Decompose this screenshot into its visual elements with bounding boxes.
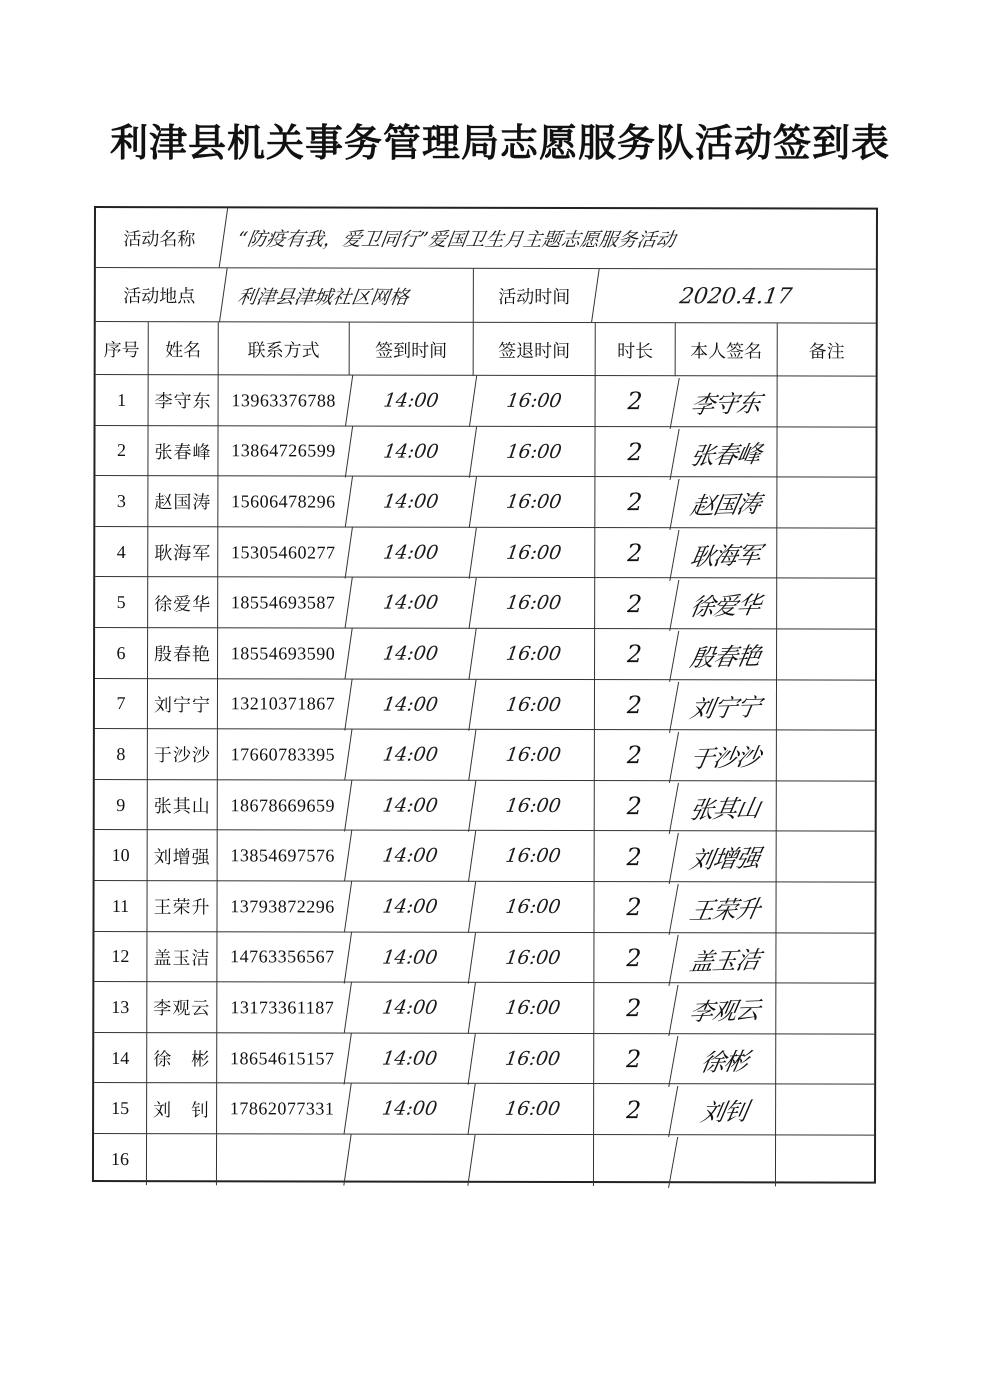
row-sign-out-time: 16:00 (468, 781, 597, 832)
row-sign-out-time: 16:00 (468, 831, 597, 882)
row-sign-out-time: 16:00 (468, 679, 597, 730)
row-no: 2 (116, 440, 127, 461)
row-phone: 18554693590 (217, 628, 348, 679)
row-sign-out-time: 16:00 (468, 730, 597, 781)
row-name: 于沙沙 (147, 729, 217, 780)
row-no: 10 (111, 845, 130, 866)
row-no: 15 (111, 1098, 130, 1119)
row-signature: 王荣升 (669, 881, 781, 935)
row-signature: 徐彬 (668, 1032, 780, 1086)
row-signature: 张其山 (669, 779, 781, 833)
row-sign-out-time: 16:00 (468, 932, 597, 983)
row-name: 刘宁宁 (147, 679, 217, 730)
row-remarks (775, 1135, 874, 1186)
row-duration: 2 (593, 882, 673, 933)
activity-location-label: 活动地点 (123, 286, 196, 308)
table-row (95, 728, 875, 781)
header-sign-out-time: 签退时间 (473, 323, 595, 376)
table-row (94, 1133, 874, 1186)
row-duration: 2 (595, 376, 675, 427)
row-sign-out-time: 16:00 (468, 629, 597, 680)
row-remarks (776, 579, 875, 630)
row-duration: 2 (593, 1034, 673, 1085)
row-signature: 刘增强 (669, 830, 781, 884)
row-phone: 13210371867 (217, 679, 348, 730)
header-signature: 本人签名 (675, 323, 777, 376)
row-sign-in-time: 14:00 (344, 679, 475, 730)
row-sign-in-time: 14:00 (345, 376, 476, 427)
row-no: 14 (111, 1047, 130, 1068)
table-row (95, 475, 875, 528)
row-phone: 13864726599 (217, 426, 348, 477)
table-row (94, 981, 874, 1034)
row-duration: 2 (594, 427, 674, 478)
row-sign-in-time (343, 1135, 474, 1186)
header-contact: 联系方式 (218, 322, 349, 375)
row-name: 王荣升 (146, 881, 216, 932)
row-sign-in-time: 14:00 (344, 882, 475, 933)
row-no: 4 (116, 541, 126, 562)
row-sign-in-time: 14:00 (344, 983, 475, 1034)
table-header (96, 321, 876, 377)
row-no: 13 (111, 997, 130, 1018)
page-title: 利津县机关事务管理局志愿服务队活动签到表 (109, 120, 890, 165)
row-remarks (775, 882, 874, 933)
row-duration: 2 (594, 578, 674, 629)
row-phone: 18554693587 (217, 578, 348, 629)
sign-in-table (92, 206, 878, 1184)
row-sign-in-time: 14:00 (345, 527, 476, 578)
row-signature: 于沙沙 (669, 729, 781, 783)
row-signature: 赵国涛 (669, 476, 781, 530)
row-duration: 2 (594, 477, 674, 528)
row-phone: 13963376788 (218, 375, 349, 426)
row-duration: 2 (593, 933, 673, 984)
row-sign-in-time: 14:00 (344, 780, 475, 831)
row-phone: 15606478296 (217, 476, 348, 527)
row-signature: 张春峰 (670, 425, 782, 479)
row-no: 5 (116, 592, 126, 613)
row-remarks (776, 629, 875, 680)
table-row (94, 931, 874, 984)
row-no: 12 (111, 946, 130, 967)
row-duration: 2 (594, 781, 674, 832)
row-phone: 15305460277 (217, 527, 348, 578)
row-name (146, 1134, 216, 1185)
row-sign-in-time: 14:00 (344, 730, 475, 781)
row-signature: 李守东 (670, 375, 782, 429)
header-duration: 时长 (595, 323, 675, 376)
row-phone: 18678669659 (217, 780, 348, 831)
header-sign-in-time: 签到时间 (349, 323, 473, 376)
row-duration: 2 (593, 983, 673, 1034)
row-duration (593, 1135, 673, 1186)
row-name: 耿海军 (147, 527, 217, 578)
table-row (95, 678, 875, 731)
row-name: 张春峰 (147, 426, 217, 477)
row-no: 6 (116, 642, 126, 663)
table-row (95, 425, 875, 478)
header-remarks: 备注 (777, 323, 876, 376)
row-name: 徐爱华 (147, 578, 217, 629)
table-row (95, 526, 875, 579)
row-name: 李观云 (146, 982, 216, 1033)
table-row (95, 576, 875, 629)
row-signature: 刘宁宁 (669, 678, 781, 732)
row-phone: 13793872296 (216, 881, 347, 932)
row-signature (668, 1134, 780, 1188)
row-no: 8 (116, 744, 126, 765)
table-row (94, 1082, 874, 1135)
row-sign-in-time: 14:00 (345, 578, 476, 629)
row-sign-out-time: 16:00 (469, 477, 598, 528)
row-phone (216, 1134, 347, 1185)
row-name: 张其山 (147, 780, 217, 831)
activity-name-row (96, 208, 876, 269)
row-sign-in-time: 14:00 (344, 831, 475, 882)
table-row (95, 829, 875, 882)
row-no: 3 (116, 491, 126, 512)
row-signature: 耿海军 (669, 526, 781, 580)
row-phone: 17660783395 (217, 729, 348, 780)
header-no: 序号 (103, 339, 140, 361)
activity-time-label: 活动时间 (473, 269, 595, 323)
table-row (94, 1032, 874, 1085)
row-sign-in-time: 14:00 (344, 629, 475, 680)
activity-time-value: 2020.4.17 (591, 269, 880, 324)
row-sign-in-time: 14:00 (344, 932, 475, 983)
row-signature: 李观云 (668, 982, 780, 1036)
row-sign-out-time: 16:00 (468, 1084, 597, 1135)
row-duration: 2 (594, 831, 674, 882)
table-row (95, 779, 875, 832)
row-no: 11 (111, 895, 130, 916)
row-phone: 14763356567 (216, 932, 347, 983)
row-name: 刘 钊 (146, 1084, 216, 1135)
header-name: 姓名 (148, 322, 218, 375)
row-remarks (775, 1085, 874, 1136)
row-no: 1 (117, 389, 127, 410)
activity-location-row (96, 267, 876, 324)
row-phone: 17862077331 (216, 1084, 347, 1135)
row-sign-out-time: 16:00 (469, 426, 598, 477)
row-remarks (776, 427, 875, 478)
row-no: 16 (110, 1148, 130, 1169)
row-sign-out-time: 16:00 (469, 528, 598, 579)
table-row (96, 374, 876, 427)
row-sign-in-time: 14:00 (345, 477, 476, 528)
row-phone: 13173361187 (216, 982, 347, 1033)
row-name: 赵国涛 (147, 476, 217, 527)
row-remarks (776, 528, 875, 579)
row-remarks (776, 680, 875, 731)
row-no: 7 (116, 693, 126, 714)
row-phone: 18654615157 (216, 1033, 347, 1084)
row-remarks (775, 1034, 874, 1085)
row-no: 9 (116, 794, 126, 815)
row-name: 李守东 (148, 375, 218, 426)
activity-location-value: 利津县津城社区网格 (219, 268, 477, 323)
row-signature: 刘钊 (668, 1083, 780, 1137)
row-sign-in-time: 14:00 (345, 426, 476, 477)
row-sign-in-time: 14:00 (344, 1033, 475, 1084)
row-remarks (775, 933, 874, 984)
activity-name-label: 活动名称 (123, 228, 196, 250)
row-name: 盖玉洁 (146, 932, 216, 983)
activity-name-value: “防疫有我，爱卫同行”爱国卫生月主题志愿服务活动 (219, 208, 880, 268)
row-duration: 2 (594, 629, 674, 680)
row-remarks (777, 376, 876, 427)
row-duration: 2 (593, 1084, 673, 1135)
row-sign-out-time: 16:00 (469, 376, 598, 427)
row-duration: 2 (594, 680, 674, 731)
row-name: 徐 彬 (146, 1033, 216, 1084)
row-name: 殷春艳 (147, 628, 217, 679)
row-remarks (776, 478, 875, 529)
row-sign-out-time: 16:00 (469, 578, 598, 629)
row-remarks (776, 781, 875, 832)
row-duration: 2 (594, 730, 674, 781)
row-signature: 殷春艳 (669, 628, 781, 682)
row-remarks (776, 731, 875, 782)
row-duration: 2 (594, 528, 674, 579)
row-sign-out-time: 16:00 (468, 983, 597, 1034)
row-phone: 13854697576 (217, 831, 348, 882)
row-sign-out-time: 16:00 (468, 882, 597, 933)
row-sign-out-time (467, 1135, 596, 1186)
table-row (95, 627, 875, 680)
row-sign-out-time: 16:00 (468, 1034, 597, 1085)
row-signature: 盖玉洁 (669, 931, 781, 985)
row-name: 刘增强 (147, 831, 217, 882)
row-signature: 徐爱华 (669, 577, 781, 631)
row-sign-in-time: 14:00 (344, 1084, 475, 1135)
table-row (94, 880, 874, 933)
row-remarks (775, 984, 874, 1035)
row-remarks (776, 832, 875, 883)
